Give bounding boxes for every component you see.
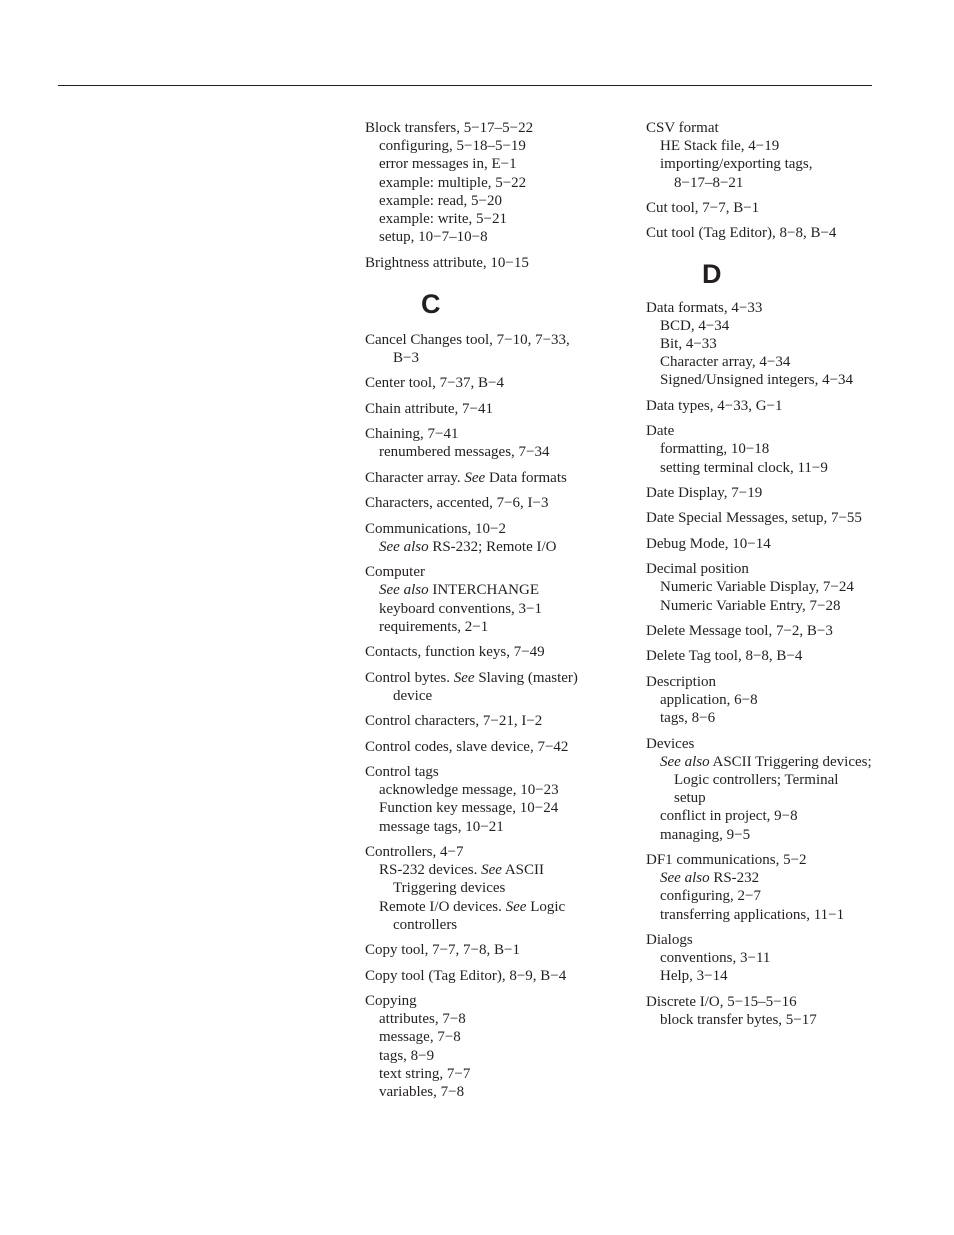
index-subterm: Logic controllers; Terminal [674,771,839,788]
index-subterm: error messages in, E−1 [379,156,517,173]
header-rule [58,85,872,86]
index-term: DF1 communications, 5−2 [646,851,807,868]
index-term: Data types, 4−33, G−1 [646,397,783,414]
index-subterm: importing/exporting tags, [660,156,813,173]
index-subterm: example: read, 5−20 [379,192,502,209]
index-entry [646,851,901,924]
index-subterm: variables, 7−8 [379,1083,465,1100]
index-subterm: message, 7−8 [379,1029,461,1046]
index-subterm: tags, 8−6 [660,710,716,727]
index-subterm: RS-232 devices. See ASCII [379,862,544,879]
index-term: Cancel Changes tool, 7−10, 7−33, [365,331,570,348]
index-term: Contacts, function keys, 7−49 [365,644,545,661]
index-term: Control bytes. See Slaving (master) [365,669,578,686]
index-entry [365,400,615,418]
index-entry [365,494,615,512]
index-entry [365,331,615,367]
index-subterm: setting terminal clock, 11−9 [660,459,828,476]
index-entry [646,931,901,986]
index-entry [365,469,615,487]
index-entry [365,967,615,985]
index-entry [646,735,901,844]
index-subterm: See also RS-232; Remote I/O [379,538,557,555]
index-entry [365,643,615,661]
index-term: Copy tool (Tag Editor), 8−9, B−4 [365,967,567,984]
index-entry [646,299,901,390]
index-term: Delete Tag tool, 8−8, B−4 [646,648,803,665]
index-term: Controllers, 4−7 [365,843,464,860]
index-term: Copy tool, 7−7, 7−8, B−1 [365,942,520,959]
index-entry [365,763,615,836]
index-entry [365,992,615,1101]
index-subterm: setup [674,790,706,807]
index-subterm: configuring, 5−18–5−19 [379,138,526,155]
index-subterm: conventions, 3−11 [660,950,771,967]
index-entry [646,647,901,665]
index-term: Copying [365,992,417,1009]
index-entry [646,622,901,640]
index-subterm: See also INTERCHANGE [379,582,539,599]
index-subterm: Signed/Unsigned integers, 4−34 [660,372,854,389]
index-entry [365,374,615,392]
index-entry [646,119,901,192]
index-subterm: See also RS-232 [660,870,760,887]
index-subterm: renumbered messages, 7−34 [379,444,550,461]
index-subterm: Numeric Variable Entry, 7−28 [660,597,841,614]
index-entry [646,560,901,615]
index-term: Center tool, 7−37, B−4 [365,375,504,392]
section-letter-d: D [702,258,722,289]
index-subterm: tags, 8−9 [379,1047,435,1064]
index-term: Debug Mode, 10−14 [646,535,771,552]
index-term: Date Display, 7−19 [646,484,763,501]
index-entry [646,509,901,527]
index-subterm: message tags, 10−21 [379,818,504,835]
index-term: Description [646,673,716,690]
index-subterm: managing, 9−5 [660,826,751,843]
index-entry [646,535,901,553]
index-subterm: example: multiple, 5−22 [379,174,527,191]
index-subterm: B−3 [393,350,419,367]
index-entry [646,993,901,1029]
index-term: Brightness attribute, 10−15 [365,254,529,271]
index-subterm: Bit, 4−33 [660,336,717,352]
index-subterm: block transfer bytes, 5−17 [660,1011,817,1028]
index-subterm: keyboard conventions, 3−1 [379,600,543,617]
index-term: Control characters, 7−21, I−2 [365,713,543,730]
index-subterm: controllers [393,916,458,933]
index-term: Character array. See Data formats [365,469,567,486]
index-subterm: acknowledge message, 10−23 [379,782,559,799]
index-subterm: device [393,687,433,704]
index-term: Communications, 10−2 [365,520,506,537]
index-subterm: HE Stack file, 4−19 [660,138,780,155]
index-subterm: transferring applications, 11−1 [660,906,845,923]
index-term: CSV format [646,120,719,136]
index-entry [646,224,901,242]
index-entry [365,843,615,934]
index-entry [646,397,901,415]
index-subterm: See also ASCII Triggering devices; [660,753,872,770]
index-column-left [365,119,615,1108]
index-term: Control codes, slave device, 7−42 [365,738,569,755]
index-term: Date [646,423,675,440]
index-term: Dialogs [646,931,693,948]
index-entry [646,199,901,217]
index-column-right [646,119,901,1036]
index-term: Data formats, 4−33 [646,299,763,316]
index-term: Chaining, 7−41 [365,426,459,443]
index-subterm: requirements, 2−1 [379,618,489,635]
index-entry [365,254,615,272]
index-subterm: application, 6−8 [660,691,758,708]
index-entry [365,738,615,756]
index-subterm: Function key message, 10−24 [379,800,559,817]
index-entry [365,712,615,730]
index-subterm: formatting, 10−18 [660,441,770,458]
index-entry [646,673,901,728]
index-subterm: example: write, 5−21 [379,211,508,228]
index-entry [365,425,615,461]
index-entry [365,563,615,636]
index-term: Control tags [365,763,439,780]
index-term: Characters, accented, 7−6, I−3 [365,495,549,512]
index-subterm: text string, 7−7 [379,1065,471,1082]
index-subterm: setup, 10−7–10−8 [379,229,488,246]
index-subterm: Character array, 4−34 [660,354,791,371]
index-entry [365,520,615,556]
index-term: Discrete I/O, 5−15–5−16 [646,993,797,1010]
index-term: Chain attribute, 7−41 [365,400,494,417]
index-subterm: conflict in project, 9−8 [660,808,798,825]
section-letter-c: C [421,288,441,319]
index-subterm: configuring, 2−7 [660,888,761,905]
index-term: Block transfers, 5−17–5−22 [365,120,534,136]
index-term: Cut tool, 7−7, B−1 [646,200,760,216]
index-subterm: Numeric Variable Display, 7−24 [660,579,854,596]
index-term: Devices [646,735,695,752]
index-entry [646,422,901,477]
index-subterm: Help, 3−14 [660,968,728,985]
index-entry [365,669,615,705]
index-entry [365,941,615,959]
index-subterm: BCD, 4−34 [660,317,730,334]
index-entry [646,484,901,502]
index-subterm: Remote I/O devices. See Logic [379,898,566,915]
index-subterm: 8−17–8−21 [674,174,744,191]
index-subterm: attributes, 7−8 [379,1011,466,1028]
index-term: Delete Message tool, 7−2, B−3 [646,622,833,639]
index-term: Computer [365,564,425,581]
index-term: Cut tool (Tag Editor), 8−8, B−4 [646,225,837,242]
index-entry [365,119,615,246]
index-subterm: Triggering devices [393,880,506,897]
index-term: Decimal position [646,561,749,578]
index-term: Date Special Messages, setup, 7−55 [646,510,862,527]
